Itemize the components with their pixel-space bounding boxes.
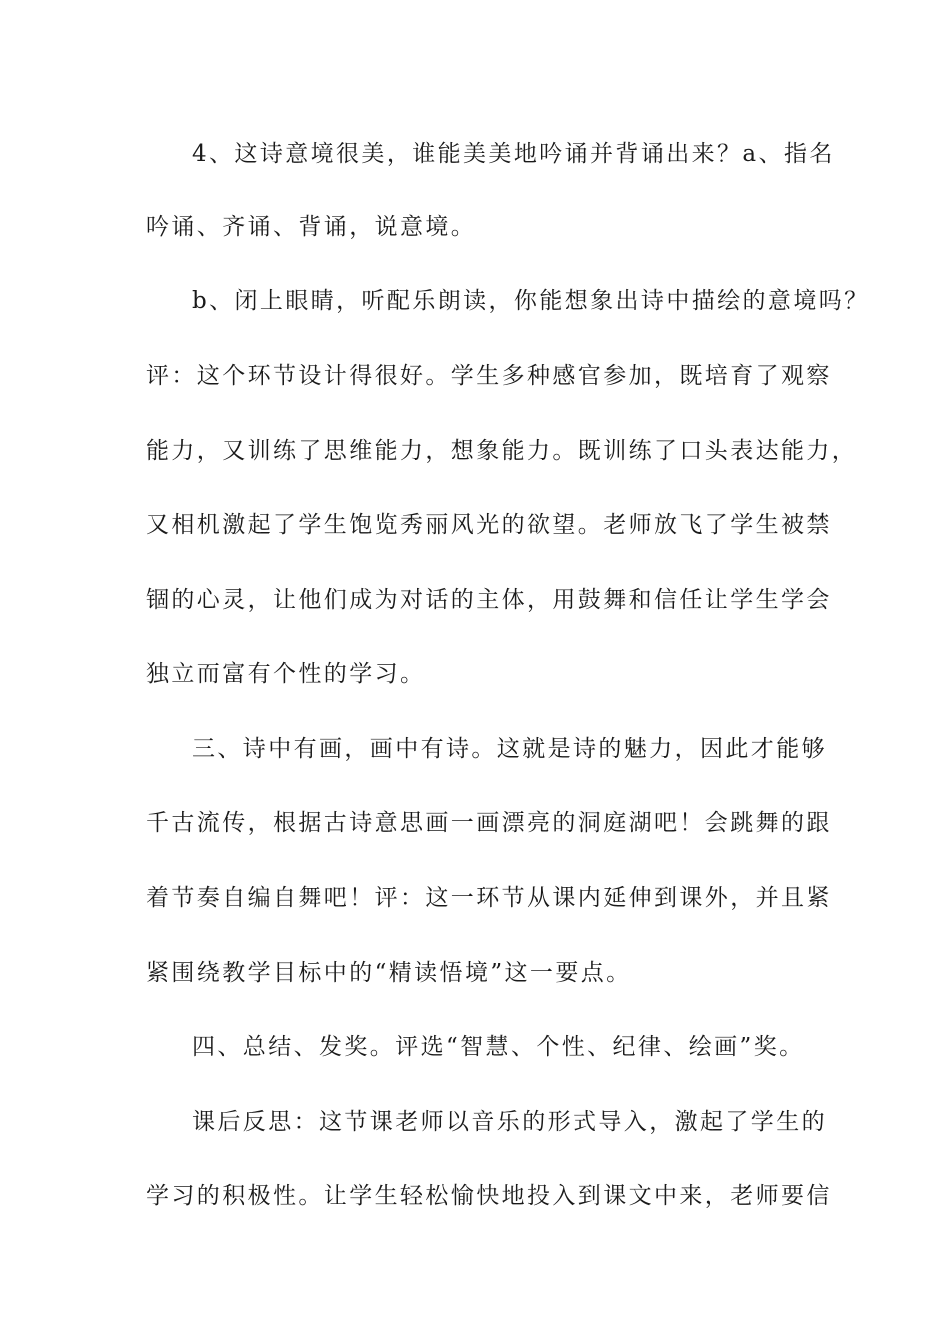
text-line-4: 评：这个环节设计得很好。学生多种感官参加，既培育了观察 bbox=[146, 363, 832, 389]
text-line-2: 吟诵、齐诵、背诵，说意境。 bbox=[146, 214, 477, 240]
text-line-8: 独立而富有个性的学习。 bbox=[146, 661, 426, 687]
text-line-11: 着节奏自编自舞吧！评：这一环节从课内延伸到课外，并且紧 bbox=[146, 885, 832, 911]
text-line-5: 能力，又训练了思维能力，想象能力。既训练了口头表达能力， bbox=[146, 438, 858, 464]
text-line-15: 学习的积极性。让学生轻松愉快地投入到课文中来，老师要信 bbox=[146, 1183, 832, 1209]
text-line-12: 紧围绕教学目标中的“精读悟境”这一要点。 bbox=[146, 960, 632, 986]
text-line-14: 课后反思：这节课老师以音乐的形式导入，激起了学生的 bbox=[192, 1109, 827, 1135]
text-line-6: 又相机激起了学生饱览秀丽风光的欲望。老师放飞了学生被禁 bbox=[146, 512, 832, 538]
text-line-1: 4、这诗意境很美，谁能美美地吟诵并背诵出来？a、指名 bbox=[192, 141, 835, 167]
text-line-10: 千古流传，根据古诗意思画一画漂亮的洞庭湖吧！会跳舞的跟 bbox=[146, 810, 832, 836]
text-line-7: 锢的心灵，让他们成为对话的主体，用鼓舞和信任让学生学会 bbox=[146, 587, 832, 613]
text-line-9: 三、诗中有画，画中有诗。这就是诗的魅力，因此才能够 bbox=[192, 736, 827, 762]
text-line-13: 四、总结、发奖。评选“智慧、个性、纪律、绘画”奖。 bbox=[192, 1034, 805, 1060]
text-line-3: b、闭上眼睛，听配乐朗读，你能想象出诗中描绘的意境吗？ bbox=[192, 288, 870, 314]
